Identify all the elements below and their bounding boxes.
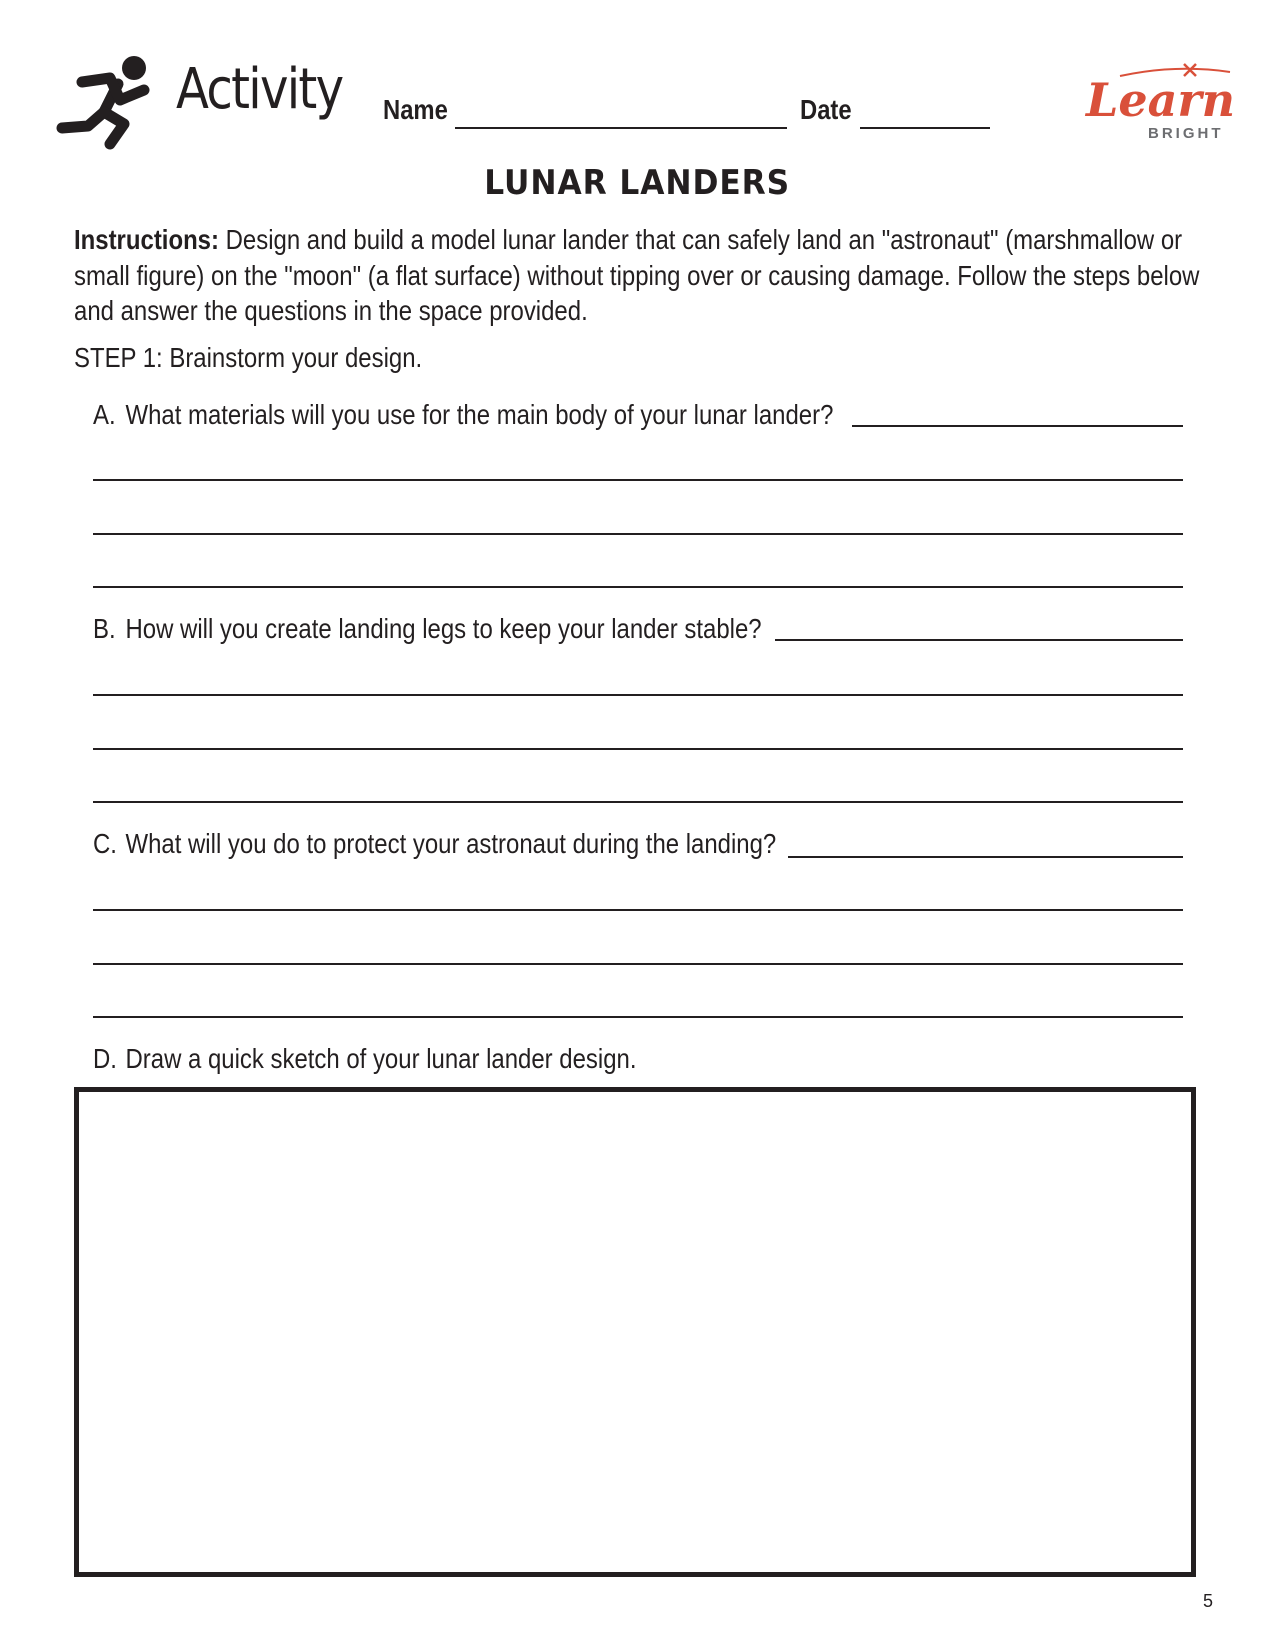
answer-line[interactable] xyxy=(93,801,1183,803)
page-title xyxy=(0,163,1275,203)
activity-label: Activity xyxy=(176,57,343,122)
sketch-box[interactable] xyxy=(74,1087,1196,1577)
name-label: Name xyxy=(383,94,448,125)
answer-line[interactable] xyxy=(93,586,1183,588)
answer-line[interactable] xyxy=(93,479,1183,481)
question-a-letter: A. xyxy=(93,399,116,430)
answer-line[interactable] xyxy=(93,694,1183,696)
learn-bright-logo xyxy=(1080,60,1240,145)
question-b-text: How will you create landing legs to keep your lander stable? xyxy=(125,613,762,644)
question-d xyxy=(93,1045,636,1073)
running-person-icon xyxy=(52,52,162,152)
question-c xyxy=(93,830,776,858)
answer-line[interactable] xyxy=(93,533,1183,535)
date-field[interactable] xyxy=(860,127,990,129)
logo-sub-text: BRIGHT xyxy=(1148,125,1224,142)
question-a-text: What materials will you use for the main body of your lunar lander? xyxy=(125,399,834,430)
question-b-inline-answer[interactable] xyxy=(775,639,1183,641)
answer-line[interactable] xyxy=(93,963,1183,965)
page-title-text: LUNAR LANDERS xyxy=(484,163,791,203)
question-d-text: Draw a quick sketch of your lunar lander design. xyxy=(125,1043,637,1074)
answer-line[interactable] xyxy=(93,748,1183,750)
question-b xyxy=(93,615,762,643)
answer-line[interactable] xyxy=(93,909,1183,911)
question-d-letter: D. xyxy=(93,1043,117,1074)
question-a-inline-answer[interactable] xyxy=(852,425,1183,427)
page-number: 5 xyxy=(1203,1591,1214,1611)
answer-line[interactable] xyxy=(93,1016,1183,1018)
instructions-lead: Instructions: xyxy=(74,224,219,255)
step-1-heading: STEP 1: Brainstorm your design. xyxy=(74,342,423,373)
name-field[interactable] xyxy=(455,127,787,129)
logo-script-text: Learn xyxy=(1086,73,1236,127)
instructions-body: Design and build a model lunar lander that can safely land an "astronaut" (marshmallow or small figure) on the "moon" (a flat surface) without tipping over or causing damage. Follow the steps below and answer the questions in the space provided. xyxy=(74,224,1200,326)
date-label: Date xyxy=(800,94,852,125)
question-a xyxy=(93,401,833,429)
question-c-inline-answer[interactable] xyxy=(788,856,1183,858)
instructions xyxy=(74,222,1224,329)
question-c-text: What will you do to protect your astronaut during the landing? xyxy=(125,828,777,859)
question-c-letter: C. xyxy=(93,828,117,859)
question-b-letter: B. xyxy=(93,613,116,644)
